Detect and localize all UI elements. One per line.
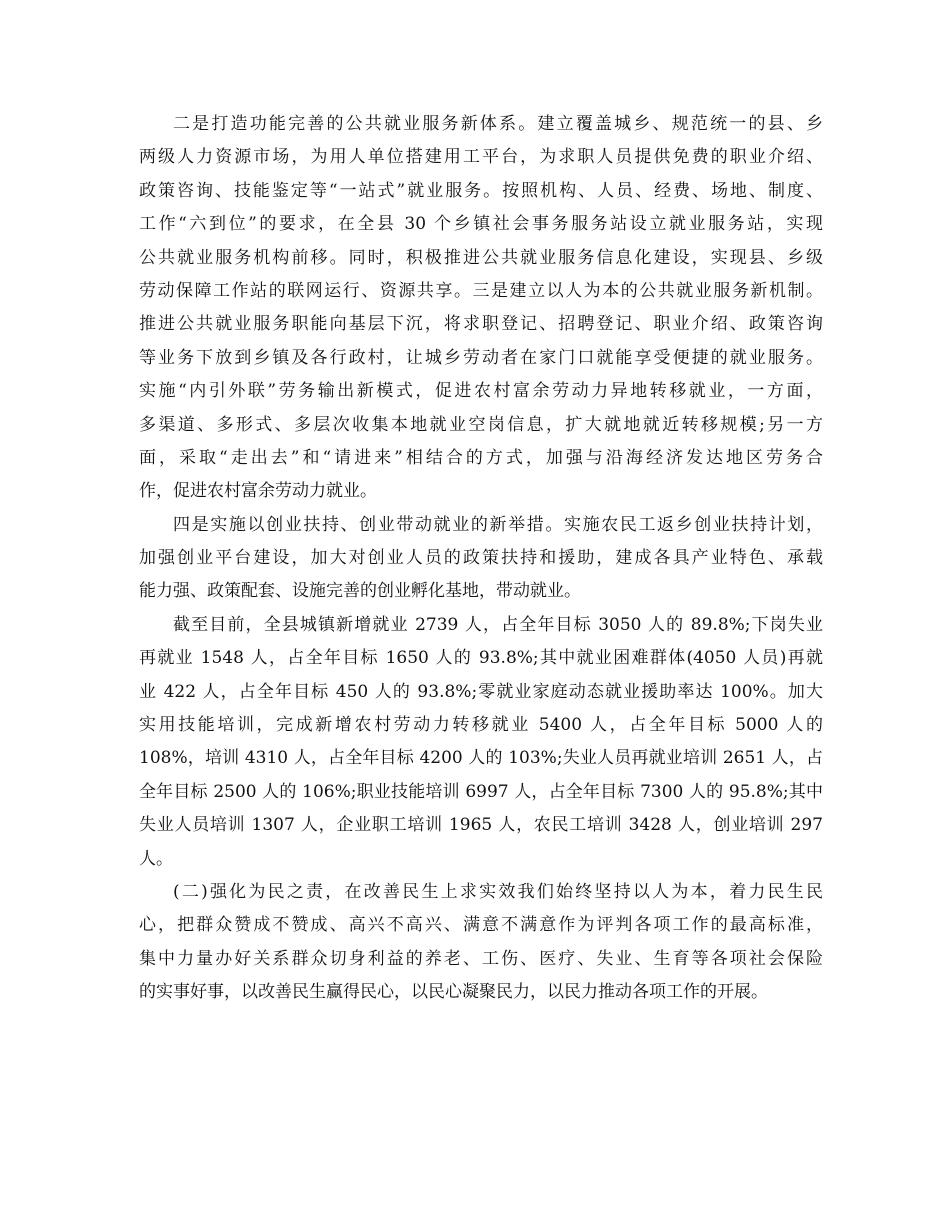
document-body bbox=[139, 108, 823, 1010]
text-line: (二)强化为民之责，在改善民生上求实效我们始终坚持以人为本，着力民生民 bbox=[173, 881, 823, 902]
text-line: 的实事好事，以改善民生赢得民心，以民心凝聚民力，以民力推动各项工作的开展。 bbox=[139, 982, 768, 1003]
text-line: 截至目前，全县城镇新增就业 2739 人，占全年目标 3050 人的 89.8%;下岗失业 bbox=[173, 614, 823, 635]
text-line: 全年目标 2500 人的 106%;职业技能培训 6997 人，占全年目标 7300 人的 95.8%;其中 bbox=[139, 781, 823, 802]
text-line: 能力强、政策配套、设施完善的创业孵化基地，带动就业。 bbox=[139, 581, 581, 602]
text-line: 实施“内引外联”劳务输出新模式，促进农村富余劳动力异地转移就业，一方面， bbox=[139, 381, 823, 402]
text-line: 二是打造功能完善的公共就业服务新体系。建立覆盖城乡、规范统一的县、乡 bbox=[173, 114, 823, 134]
paragraph-p1 bbox=[139, 108, 823, 509]
paragraph-p2 bbox=[139, 509, 823, 609]
text-line: 作，促进农村富余劳动力就业。 bbox=[139, 481, 377, 502]
text-line: 人。 bbox=[139, 848, 173, 869]
text-line: 劳动保障工作站的联网运行、资源共享。三是建立以人为本的公共就业服务新机制。 bbox=[139, 280, 823, 301]
text-line: 政策咨询、技能鉴定等“一站式”就业服务。按照机构、人员、经费、场地、制度、 bbox=[139, 180, 823, 201]
text-line: 再就业 1548 人，占全年目标 1650 人的 93.8%;其中就业困难群体(4050 人员)再就 bbox=[139, 648, 823, 669]
text-line: 108%，培训 4310 人，占全年目标 4200 人的 103%;失业人员再就业培训 2651 人，占 bbox=[139, 748, 823, 769]
text-line: 心，把群众赞成不赞成、高兴不高兴、满意不满意作为评判各项工作的最高标准， bbox=[139, 915, 823, 936]
text-line: 工作“六到位”的要求，在全县 30 个乡镇社会事务服务站设立就业服务站，实现 bbox=[139, 214, 823, 235]
text-line: 两级人力资源市场，为用人单位搭建用工平台，为求职人员提供免费的职业介绍、 bbox=[139, 147, 823, 168]
paragraph-p4 bbox=[139, 876, 823, 1010]
text-line: 推进公共就业服务职能向基层下沉，将求职登记、招聘登记、职业介绍、政策咨询 bbox=[139, 314, 823, 335]
text-line: 四是实施以创业扶持、创业带动就业的新举措。实施农民工返乡创业扶持计划， bbox=[173, 514, 823, 535]
text-line: 多渠道、多形式、多层次收集本地就业空岗信息，扩大就地就近转移规模;另一方 bbox=[139, 414, 823, 435]
text-line: 等业务下放到乡镇及各行政村，让城乡劳动者在家门口就能享受便捷的就业服务。 bbox=[139, 347, 823, 368]
text-line: 实用技能培训，完成新增农村劳动力转移就业 5400 人，占全年目标 5000 人的 bbox=[139, 715, 823, 736]
paragraph-p3 bbox=[139, 609, 823, 876]
text-line: 失业人员培训 1307 人，企业职工培训 1965 人，农民工培训 3428 人，创业培训 297 bbox=[139, 815, 823, 836]
text-line: 集中力量办好关系群众切身利益的养老、工伤、医疗、失业、生育等各项社会保险 bbox=[139, 948, 823, 969]
text-line: 面，采取“走出去”和“请进来”相结合的方式，加强与沿海经济发达地区劳务合 bbox=[139, 447, 823, 468]
text-line: 业 422 人，占全年目标 450 人的 93.8%;零就业家庭动态就业援助率达 100%。加大 bbox=[139, 681, 823, 702]
text-line: 公共就业服务机构前移。同时，积极推进公共就业服务信息化建设，实现县、乡级 bbox=[139, 247, 823, 268]
text-line: 加强创业平台建设，加大对创业人员的政策扶持和援助，建成各具产业特色、承载 bbox=[139, 548, 823, 569]
